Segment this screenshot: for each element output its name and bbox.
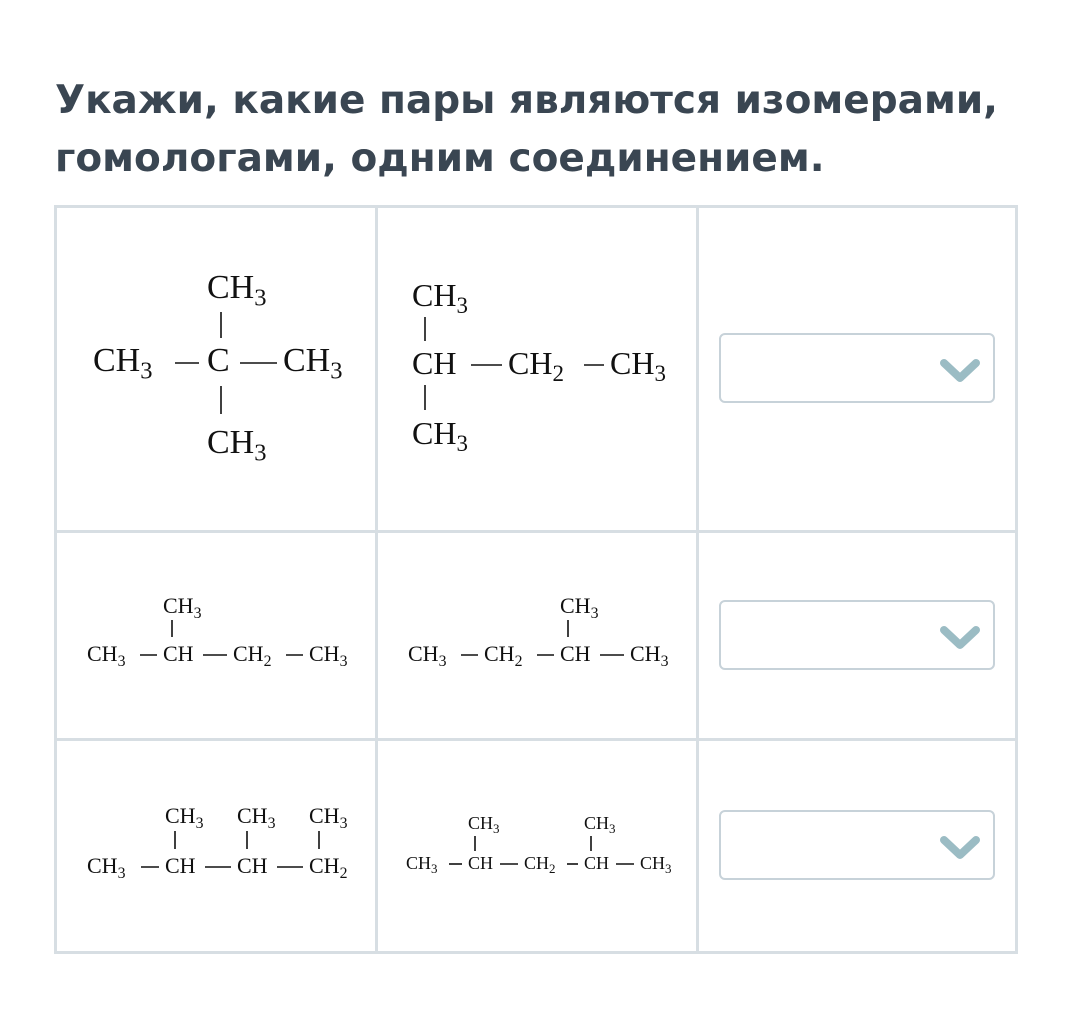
answer-dropdown[interactable] bbox=[719, 333, 995, 403]
formula-subscript: 3 bbox=[665, 861, 672, 876]
question-line-2: гомологами, одним соединением. bbox=[55, 136, 825, 181]
formula-group: $CH_3$ bbox=[163, 593, 202, 622]
formula-group: $CH_3$ bbox=[207, 424, 267, 467]
formula-group: $CH_2$ bbox=[233, 641, 272, 670]
formula-main-chain: $CH_3$ bbox=[93, 342, 153, 385]
structural-formula bbox=[378, 533, 696, 738]
formula-cell bbox=[56, 740, 377, 953]
formula-subscript: 3 bbox=[339, 652, 348, 670]
formula-subscript: 3 bbox=[609, 821, 616, 836]
formula-cell bbox=[56, 207, 377, 532]
formula-group: $CH_3$ bbox=[610, 345, 666, 386]
formula-subscript: 2 bbox=[552, 361, 564, 386]
answer-cell bbox=[698, 740, 1017, 953]
formula-group: $CH_3$ bbox=[283, 342, 343, 385]
formula-group: $CH_3$ bbox=[207, 269, 267, 312]
formula-group: CH bbox=[560, 641, 591, 666]
answer-dropdown[interactable] bbox=[719, 810, 995, 880]
formula-group: CH bbox=[163, 641, 194, 666]
formula-group: $CH_2$ bbox=[484, 641, 523, 670]
structural-formula bbox=[57, 741, 375, 951]
formula-cell bbox=[56, 532, 377, 740]
formula-subscript: 3 bbox=[140, 357, 153, 385]
formula-subscript: 3 bbox=[493, 821, 500, 836]
formula-group: CH bbox=[412, 345, 457, 381]
formula-subscript: 2 bbox=[549, 861, 556, 876]
table-row bbox=[56, 740, 1017, 953]
structural-formula bbox=[57, 533, 375, 738]
formula-group: $CH_3$ bbox=[560, 593, 599, 622]
formula-group: $CH_3$ bbox=[309, 641, 348, 670]
formula-subscript: 3 bbox=[339, 814, 348, 832]
structural-formula bbox=[378, 208, 696, 530]
structural-formula bbox=[57, 208, 375, 530]
answer-dropdown[interactable] bbox=[719, 600, 995, 670]
formula-group: $CH_3$ bbox=[87, 641, 126, 670]
formula-group: $CH_3$ bbox=[165, 803, 204, 832]
formula-group: $CH_3$ bbox=[640, 853, 672, 876]
formula-group: CH bbox=[584, 853, 610, 873]
formula-subscript: 3 bbox=[660, 652, 669, 670]
formula-subscript: 3 bbox=[431, 861, 438, 876]
formula-subscript: 3 bbox=[254, 284, 267, 312]
formula-subscript: 3 bbox=[456, 293, 468, 318]
formula-subscript: 3 bbox=[193, 604, 202, 622]
formula-group: $CH_2$ bbox=[309, 853, 348, 882]
formula-group: $CH_3$ bbox=[468, 813, 500, 836]
question-line-1: Укажи, какие пары являются изомерами, bbox=[55, 78, 998, 123]
matching-table bbox=[54, 205, 1018, 954]
formula-group: CH bbox=[237, 853, 268, 878]
formula-subscript: 3 bbox=[195, 814, 204, 832]
formula-subscript: 3 bbox=[654, 361, 666, 386]
formula-group: $CH_3$ bbox=[237, 803, 276, 832]
formula-cell bbox=[377, 207, 698, 532]
formula-cell bbox=[377, 740, 698, 953]
formula-group: $CH_3$ bbox=[584, 813, 616, 836]
formula-subscript: 2 bbox=[339, 864, 348, 882]
question-title bbox=[55, 72, 1045, 188]
formula-group: $CH_2$ bbox=[508, 345, 564, 386]
formula-group: CH bbox=[468, 853, 494, 873]
formula-group: $CH_3$ bbox=[630, 641, 669, 670]
formula-cell bbox=[377, 532, 698, 740]
table-row bbox=[56, 532, 1017, 740]
chevron-down-icon bbox=[939, 625, 981, 651]
formula-subscript: 3 bbox=[117, 864, 126, 882]
formula-group: CH bbox=[165, 853, 196, 878]
structural-formula bbox=[378, 741, 696, 951]
formula-group: C bbox=[207, 342, 230, 379]
formula-subscript: 3 bbox=[438, 652, 447, 670]
formula-subscript: 2 bbox=[263, 652, 272, 670]
formula-subscript: 3 bbox=[267, 814, 276, 832]
formula-group: $CH_3$ bbox=[309, 803, 348, 832]
formula-group: $CH_2$ bbox=[524, 853, 556, 876]
formula-subscript: 3 bbox=[330, 357, 343, 385]
formula-group: $CH_3$ bbox=[406, 853, 438, 876]
formula-group: $CH_3$ bbox=[412, 277, 468, 318]
formula-subscript: 3 bbox=[456, 431, 468, 456]
answer-cell bbox=[698, 532, 1017, 740]
formula-subscript: 2 bbox=[514, 652, 523, 670]
formula-group: $CH_3$ bbox=[408, 641, 447, 670]
formula-subscript: 3 bbox=[590, 604, 599, 622]
formula-subscript: 3 bbox=[117, 652, 126, 670]
table-row bbox=[56, 207, 1017, 532]
answer-cell bbox=[698, 207, 1017, 532]
formula-subscript: 3 bbox=[254, 439, 267, 467]
chevron-down-icon bbox=[939, 835, 981, 861]
formula-group: $CH_3$ bbox=[412, 415, 468, 456]
formula-group: $CH_3$ bbox=[87, 853, 126, 882]
chevron-down-icon bbox=[939, 358, 981, 384]
